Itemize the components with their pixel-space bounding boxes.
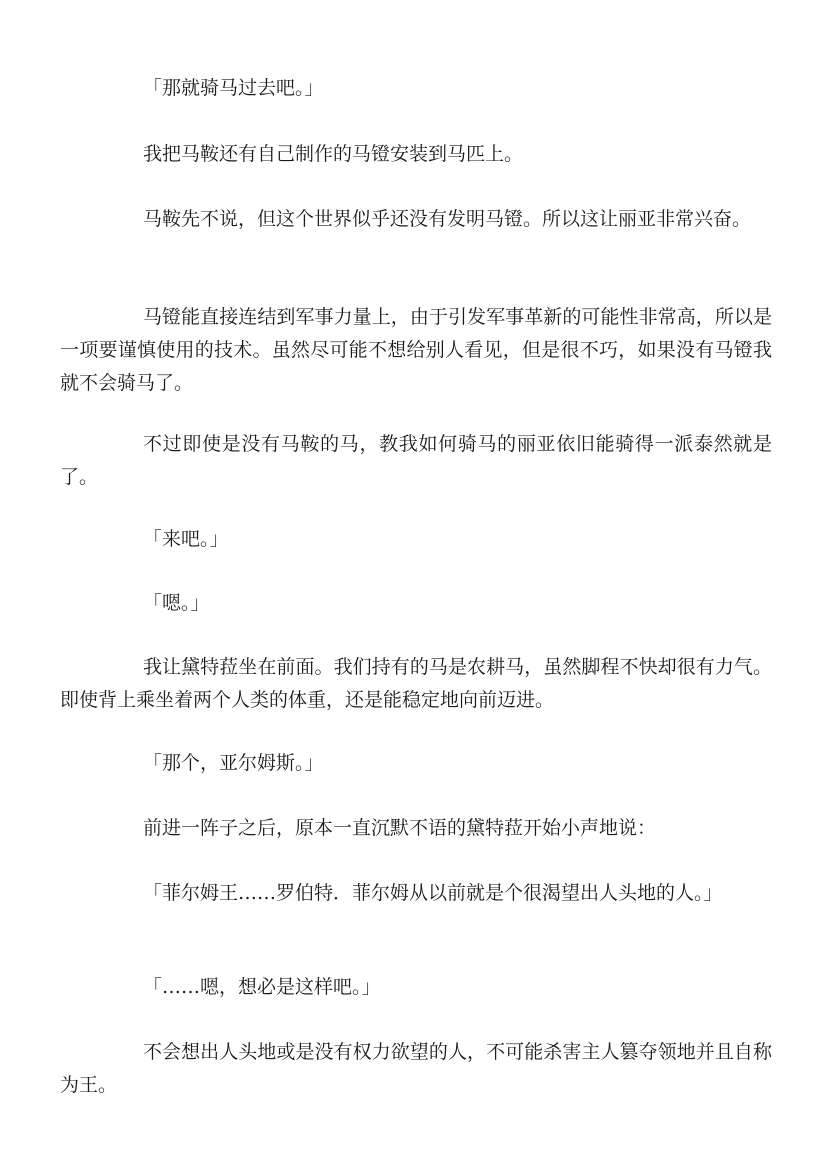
paragraph-9: 「那个，亚尔姆斯。」 <box>143 752 324 774</box>
paragraph-12: 「……嗯，想必是这样吧。」 <box>143 976 381 998</box>
paragraph-13: 不会想出人头地或是没有权力欲望的人，不可能杀害主人篡夺领地并且自称为王。 <box>60 1041 772 1096</box>
paragraph-6: 「来吧。」 <box>143 528 229 550</box>
paragraph-4: 马镫能直接连结到军事力量上，由于引发军事革新的可能性非常高，所以是一项要谨慎使用的技术。虽然尽可能不想给别人看见，但是很不巧，如果没有马镫我就不会骑马了。 <box>60 306 772 394</box>
paragraph-7: 「嗯。」 <box>143 592 210 614</box>
paragraph-3: 马鞍先不说，但这个世界似乎还没有发明马镫。所以这让丽亚非常兴奋。 <box>143 208 752 230</box>
paragraph-1: 「那就骑马过去吧。」 <box>143 77 324 99</box>
paragraph-2: 我把马鞍还有自己制作的马镫安装到马匹上。 <box>143 143 524 165</box>
paragraph-11: 「菲尔姆王……罗伯特．菲尔姆从以前就是个很渴望出人头地的人。」 <box>143 882 723 904</box>
paragraph-10: 前进一阵子之后，原本一直沉默不语的黛特菈开始小声地说： <box>143 817 657 839</box>
paragraph-5: 不过即使是没有马鞍的马，教我如何骑马的丽亚依旧能骑得一派泰然就是了。 <box>60 433 772 488</box>
paragraph-8: 我让黛特菈坐在前面。我们持有的马是农耕马，虽然脚程不快却很有力气。即使背上乘坐着两个人类的体重，还是能稳定地向前迈进。 <box>60 656 772 711</box>
